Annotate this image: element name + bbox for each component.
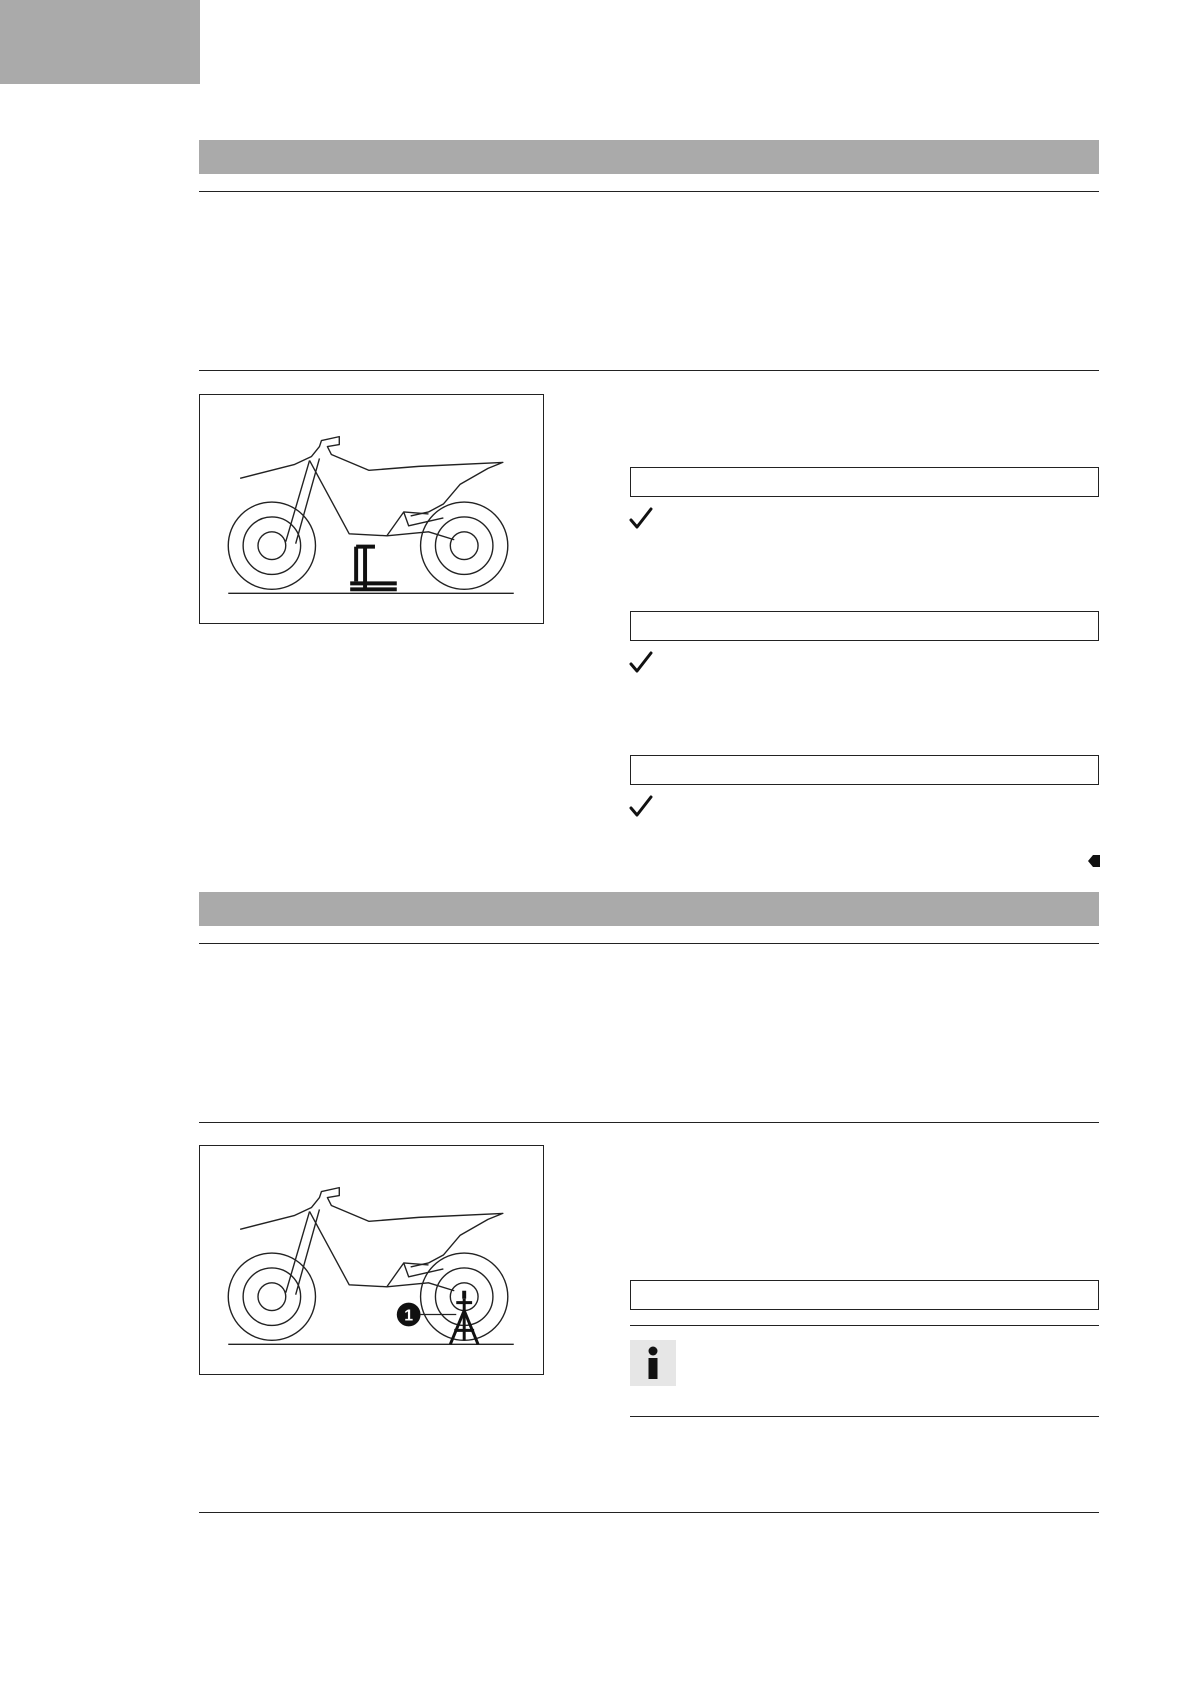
info-note-bottom-rule: [630, 1416, 1099, 1417]
section-title-bar: [199, 140, 1099, 174]
figure-motorcycle-rear-stand: [199, 1145, 544, 1375]
check-icon: [628, 794, 654, 820]
callout-number: 1: [404, 1307, 414, 1325]
section-title-bar: [199, 892, 1099, 926]
end-of-procedure-icon: [1087, 854, 1101, 868]
section-divider: [199, 1512, 1099, 1513]
specification-box: [630, 467, 1099, 497]
section-divider: [199, 1122, 1099, 1123]
check-icon: [628, 506, 654, 532]
section-divider: [199, 370, 1099, 371]
specification-box: [630, 1280, 1099, 1310]
section-divider: [199, 191, 1099, 192]
section-divider: [199, 943, 1099, 944]
specification-box: [630, 755, 1099, 785]
info-icon: [630, 1340, 676, 1386]
specification-box: [630, 611, 1099, 641]
motorcycle-on-lift-stand-icon: [200, 395, 543, 623]
info-note-top-rule: [630, 1325, 1099, 1326]
figure-motorcycle-lift-stand: [199, 394, 544, 624]
chapter-tab: [0, 0, 200, 84]
motorcycle-rear-stand-icon: [200, 1146, 543, 1374]
check-icon: [628, 650, 654, 676]
